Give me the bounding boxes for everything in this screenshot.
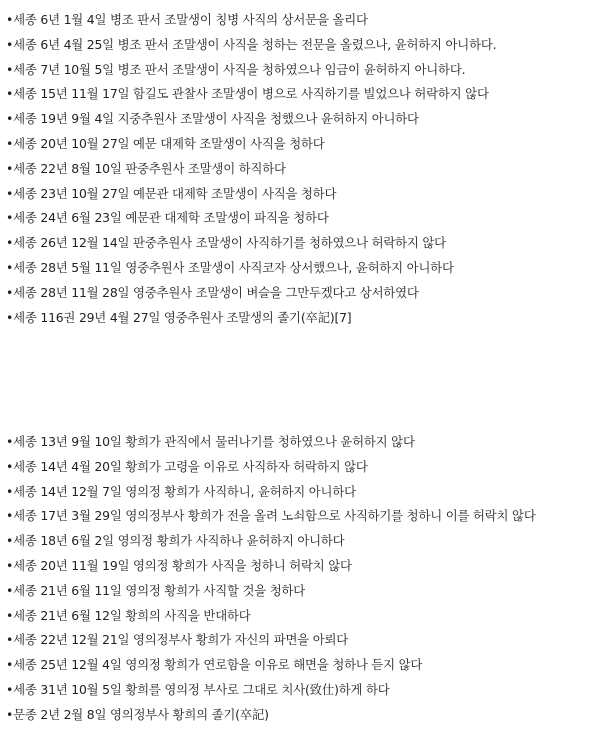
list-item: •세종 6년 1월 4일 병조 판서 조말생이 칭병 사직의 상서문을 올리다 — [6, 12, 368, 27]
list-item: •세종 28년 11월 28일 영중추원사 조말생이 벼슬을 그만두겠다고 상서하였다 — [6, 284, 419, 300]
list-item: •세종 7년 10월 5일 병조 판서 조말생이 사직을 청하였으나 임금이 윤허하지 아니하다. — [6, 61, 466, 77]
list-item: •세종 25년 12월 4일 영의정 황희가 연로함을 이유로 해면을 청하나 듣지 않다 — [6, 657, 423, 673]
list-item: •문종 2년 2월 8일 영의정부사 황희의 졸기(卒記) — [6, 706, 269, 722]
list-item: •세종 21년 6월 11일 영의정 황희가 사직할 것을 청하다 — [6, 582, 306, 598]
list-item: •세종 28년 5월 11일 영중추원사 조말생이 사직코자 상서했으나, 윤허하지 아니하다 — [6, 259, 454, 275]
list-item: •세종 116권 29년 4월 27일 영중추원사 조말생의 졸기(卒記)[7] — [6, 309, 352, 325]
jo-malsaeng-resignation-list — [6, 8, 496, 330]
list-item: •세종 24년 6월 23일 예문관 대제학 조말생이 파직을 청하다 — [6, 210, 329, 226]
list-item: •세종 6년 4월 25일 병조 판서 조말생이 사직을 청하는 전문을 올렸으나, 윤허하지 아니하다. — [6, 36, 497, 52]
list-item: •세종 14년 12월 7일 영의정 황희가 사직하니, 윤허하지 아니하다 — [6, 483, 356, 499]
list-item: •세종 19년 9월 4일 지중추원사 조말생이 사직을 청했으나 윤허하지 아니하다 — [6, 111, 419, 127]
list-item: •세종 21년 6월 12일 황희의 사직을 반대하다 — [6, 607, 251, 623]
list-item: •세종 18년 6월 2일 영의정 황희가 사직하나 윤허하지 아니하다 — [6, 533, 345, 549]
list-item: •세종 20년 11월 19일 영의정 황희가 사직을 청하니 허락치 않다 — [6, 557, 352, 573]
list-item: •세종 20년 10월 27일 예문 대제학 조말생이 사직을 청하다 — [6, 135, 325, 151]
list-item: •세종 17년 3월 29일 영의정부사 황희가 전을 올려 노쇠함으로 사직하기를 청하니 이를 허락치 않다 — [6, 508, 536, 524]
list-item: •세종 26년 12월 14일 판중추원사 조말생이 사직하기를 청하였으나 허락하지 않다 — [6, 235, 446, 251]
list-item: •세종 23년 10월 27일 예문관 대제학 조말생이 사직을 청하다 — [6, 185, 337, 201]
list-item: •세종 14년 4월 20일 황희가 고령을 이유로 사직하자 허락하지 않다 — [6, 458, 368, 474]
list-item: •세종 31년 10월 5일 황희를 영의정 부사로 그대로 치사(致仕)하게 하다 — [6, 681, 390, 697]
list-item: •세종 22년 12월 21일 영의정부사 황희가 자신의 파면을 아뢰다 — [6, 632, 349, 648]
hwang-hui-resignation-list — [6, 430, 536, 728]
list-item: •세종 15년 11월 17일 함길도 관찰사 조말생이 병으로 사직하기를 빌었으나 허락하지 않다 — [6, 86, 489, 102]
list-item: •세종 22년 8월 10일 판중추원사 조말생이 하직하다 — [6, 160, 286, 176]
list-item: •세종 13년 9월 10일 황희가 관직에서 물러나기를 청하였으나 윤허하지 않다 — [6, 434, 415, 449]
